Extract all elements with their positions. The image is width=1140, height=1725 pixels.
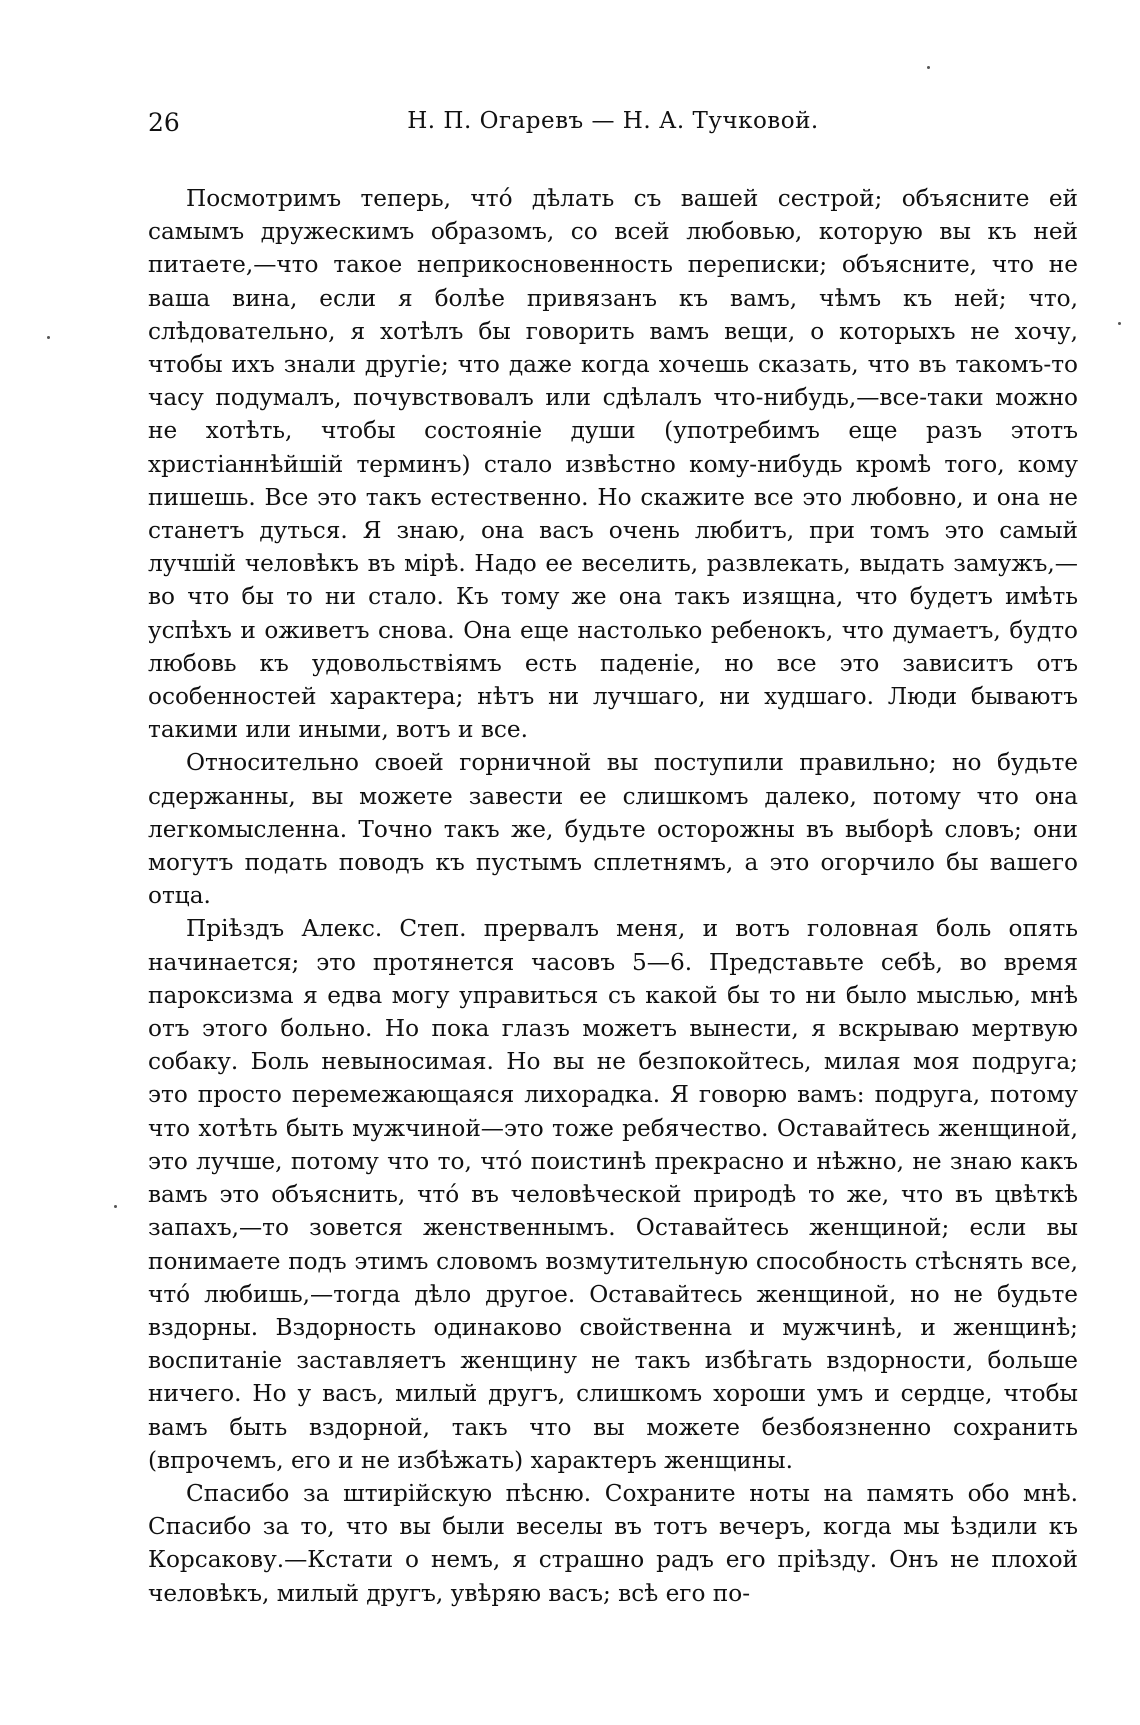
letter-body (148, 182, 1078, 1610)
paragraph: Посмотримъ теперь, что́ дѣлать съ вашей сестрой; объясните ей самымъ дружескимъ образомъ, со всей любовью, которую вы къ ней питаете,—что такое неприкосновенность переписки; объясните, что не ваша вина, если я болѣе привязанъ къ вамъ, чѣмъ къ ней; что, слѣдовательно, я хотѣлъ бы говорить вамъ вещи, о которыхъ не хочу, чтобы ихъ знали другіе; что даже когда хочешь сказать, что въ такомъ-то часу подумалъ, почувствовалъ или сдѣлалъ что-нибудь,—все-таки можно не хотѣть, чтобы состояніе души (употребимъ еще разъ этотъ христіаннѣйшій терминъ) стало извѣстно кому-нибудь кромѣ того, кому пишешь. Все это такъ естественно. Но скажите все это любовно, и она не станетъ дуться. Я знаю, она васъ очень любитъ, при томъ это самый лучшій человѣкъ въ мірѣ. Надо ее веселить, развлекать, выдать замужъ,—во что бы то ни стало. Къ тому же она такъ изящна, что будетъ имѣть успѣхъ и оживетъ снова. Она еще настолько ребенокъ, что думаетъ, будто любовь къ удовольствіямъ есть паденіе, но все это зависитъ отъ особенностей характера; нѣтъ ни лучшаго, ни худшаго. Люди бываютъ такими или иными, вотъ и все. (148, 185, 1078, 744)
page-number: 26 (148, 108, 180, 137)
scan-speck (927, 66, 930, 69)
book-page (148, 108, 1078, 1610)
paragraph: Пріѣздъ Алекс. Степ. прервалъ меня, и вотъ головная боль опять начинается; это протянется часовъ 5—6. Представьте себѣ, во время пароксизма я едва могу управиться съ какой бы то ни было мыслью, мнѣ отъ этого больно. Но пока глазъ можетъ вынести, я вскрываю мертвую собаку. Боль невыносимая. Но вы не безпокойтесь, милая моя подруга; это просто перемежающаяся лихорадка. Я говорю вамъ: подруга, потому что хотѣть быть мужчиной—это тоже ребячество. Оставайтесь женщиной, это лучше, потому что то, что́ поистинѣ прекрасно и нѣжно, не знаю какъ вамъ это объяснить, что́ въ человѣческой природѣ то же, что въ цвѣткѣ запахъ,—то зовется женственнымъ. Оставайтесь женщиной; если вы понимаете подъ этимъ словомъ возмутительную способность стѣснять все, что́ любишь,—тогда дѣло другое. Оставайтесь женщиной, но не будьте вздорны. Вздорность одинаково свойственна и мужчинѣ, и женщинѣ; воспитаніе заставляетъ женщину не такъ избѣгать вздорности, больше ничего. Но у васъ, милый другъ, слишкомъ хороши умъ и сердце, чтобы вамъ быть вздорной, такъ что вы можете безбоязненно сохранить (впрочемъ, его и не избѣжать) характеръ женщины. (148, 915, 1078, 1474)
paragraph: Спасибо за штирійскую пѣсню. Сохраните ноты на память обо мнѣ. Спасибо за то, что вы были веселы въ тотъ вечеръ, когда мы ѣздили къ Корсакову.—Кстати о немъ, я страшно радъ его пріѣзду. Онъ не плохой человѣкъ, милый другъ, увѣряю васъ; всѣ его по- (148, 1479, 1078, 1607)
running-title: Н. П. Огаревъ — Н. А. Тучковой. (407, 108, 819, 134)
page-header (148, 108, 1078, 148)
scan-speck (1118, 322, 1121, 325)
paragraph: Относительно своей горничной вы поступили правильно; но будьте сдержанны, вы можете завести ее слишкомъ далеко, потому что она легкомысленна. Точно такъ же, будьте осторожны въ выборѣ словъ; они могутъ подать поводъ къ пустымъ сплетнямъ, а это огорчило бы вашего отца. (148, 749, 1078, 910)
scan-speck (114, 1205, 117, 1208)
scan-speck (47, 336, 50, 339)
